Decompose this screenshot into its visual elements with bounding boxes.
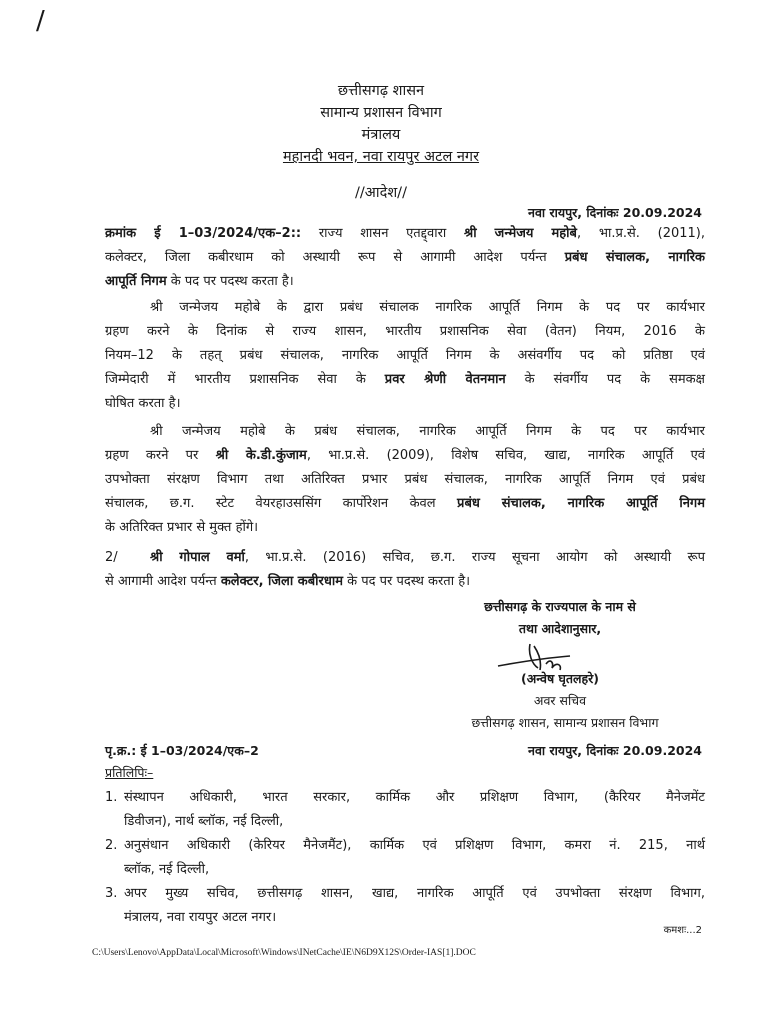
text: के संवर्गीय पद के समकक्ष bbox=[505, 372, 705, 387]
officer-name: श्री के.डी.कुंजाम bbox=[215, 448, 307, 463]
order-title: //आदेश// bbox=[355, 185, 407, 201]
post-name: प्रबंध संचालक, नागरिक bbox=[564, 250, 705, 265]
text: , भा.प्र.से. (2016) सचिव, छ.ग. राज्य सूचना आयोग को अस्थायी रूप bbox=[244, 550, 705, 565]
copy-item-3-line1: अपर मुख्य सचिव, छत्तीसगढ़ शासन, खाद्य, नागरिक आपूर्ति एवं उपभोक्ता संरक्षण विभाग, bbox=[124, 886, 705, 901]
order-ref: क्रमांक ई 1–03/2024/एक–2:: bbox=[105, 226, 302, 241]
copy-item-1-line2: डिवीजन), नार्थ ब्लॉक, नई दिल्ली, bbox=[124, 814, 284, 829]
para1-line3 bbox=[105, 270, 705, 294]
copy-item-2-line2: ब्लॉक, नई दिल्ली, bbox=[124, 862, 210, 877]
para4-line2 bbox=[105, 570, 705, 594]
para3-line1: श्री जन्मेजय महोबे के प्रबंध संचालक, नागरिक आपूर्ति निगम के पद पर कार्यभार bbox=[150, 424, 705, 439]
post-name: प्रबंध संचालक, नागरिक आपूर्ति निगम bbox=[457, 496, 706, 511]
para4-line1 bbox=[150, 546, 705, 570]
text: के पद पर पदस्थ करता है। bbox=[342, 574, 471, 589]
text: , भा.प्र.से. (2009), विशेष सचिव, खाद्य, नागरिक आपूर्ति एवं bbox=[306, 448, 705, 463]
endorsement-date: नवा रायपुर, दिनांकः 20.09.2024 bbox=[528, 743, 702, 758]
para3-line4 bbox=[105, 492, 705, 516]
post-name: कलेक्टर, जिला कबीरधाम bbox=[220, 574, 343, 589]
signatory-designation: अवर सचिव bbox=[533, 693, 587, 708]
text: कलेक्टर, जिला कबीरधाम को अस्थायी रूप से आगामी आदेश पर्यन्त bbox=[105, 250, 565, 265]
para3-line3: उपभोक्ता संरक्षण विभाग तथा अतिरिक्त प्रभार प्रबंध संचालक, नागरिक आपूर्ति निगम एवं प्रबंध bbox=[105, 472, 705, 487]
post-name: आपूर्ति निगम bbox=[105, 274, 167, 289]
by-order-line2: तथा आदेशानुसार, bbox=[518, 621, 602, 636]
pay-scale: प्रवर श्रेणी वेतनमान bbox=[384, 372, 506, 387]
signatory-name: (अन्वेष घृतलहरे) bbox=[521, 671, 599, 686]
text: के पद पर पदस्थ करता है। bbox=[166, 274, 294, 289]
para2-line1: श्री जन्मेजय महोबे के द्वारा प्रबंध संचालक नागरिक आपूर्ति निगम के पद पर कार्यभार bbox=[150, 300, 705, 315]
copy-item-1-line1: संस्थापन अधिकारी, भारत सरकार, कार्मिक और प्रशिक्षण विभाग, (कैरियर मैनेजमेंट bbox=[124, 790, 705, 805]
copy-item-2-line1: अनुसंधान अधिकारी (केरियर मैनेजमैंट), कार्मिक एवं प्रशिक्षण विभाग, कमरा नं. 215, नार्थ bbox=[124, 838, 705, 853]
text: जिम्मेदारी में भारतीय प्रशासनिक सेवा के bbox=[105, 372, 385, 387]
header-government: छत्तीसगढ़ शासन bbox=[337, 83, 425, 99]
signatory-department: छत्तीसगढ़ शासन, सामान्य प्रशासन विभाग bbox=[471, 715, 659, 730]
header-address: महानदी भवन, नवा रायपुर अटल नगर bbox=[282, 149, 480, 165]
endorsement-ref: पृ.क्र.: ई 1–03/2024/एक–2 bbox=[105, 743, 259, 758]
para2-line2: ग्रहण करने के दिनांक से राज्य शासन, भारतीय प्रशासनिक सेवा (वेतन) नियम, 2016 के bbox=[105, 324, 705, 339]
copy-item-number: 3. bbox=[105, 886, 118, 901]
text: संचालक, छ.ग. स्टेट वेयरहाउससिंग कार्पोरेशन केवल bbox=[105, 496, 458, 511]
para1-line2 bbox=[105, 246, 705, 270]
text: ग्रहण करने पर bbox=[105, 448, 216, 463]
pen-mark: / bbox=[36, 6, 45, 36]
file-path-footer: C:\Users\Lenovo\AppData\Local\Microsoft\Windows\INetCache\IE\N6D9X12S\Order-IAS[1].DOC bbox=[92, 948, 476, 958]
copy-item-3-line2: मंत्रालय, नवा रायपुर अटल नगर। bbox=[124, 910, 277, 925]
para1-line1 bbox=[105, 222, 705, 246]
para3-line2 bbox=[105, 444, 705, 468]
by-order-line1: छत्तीसगढ़ के राज्यपाल के नाम से bbox=[484, 599, 636, 614]
text: राज्य शासन एतद्द्वारा bbox=[301, 226, 464, 241]
text: से आगामी आदेश पर्यन्त bbox=[105, 574, 221, 589]
officer-name: श्री जन्मेजय महोबे bbox=[464, 226, 577, 241]
text: , भा.प्र.से. (2011), bbox=[576, 226, 705, 241]
para2-line3: नियम–12 के तहत् प्रबंध संचालक, नागरिक आपूर्ति निगम के असंवर्गीय पद को प्रतिष्ठा एवं bbox=[105, 348, 705, 363]
para3-line5: के अतिरिक्त प्रभार से मुक्त होंगे। bbox=[105, 520, 259, 535]
para2-line4 bbox=[105, 368, 705, 392]
header-department: सामान्य प्रशासन विभाग bbox=[320, 105, 442, 121]
copy-label: प्रतिलिपिः– bbox=[105, 765, 154, 780]
para4-number: 2/ bbox=[105, 550, 118, 565]
para2-line5: घोषित करता है। bbox=[105, 396, 181, 411]
place-date: नवा रायपुर, दिनांकः 20.09.2024 bbox=[528, 205, 702, 220]
copy-item-number: 2. bbox=[105, 838, 118, 853]
continued-marker: कमशः...2 bbox=[663, 925, 702, 936]
header-ministry: मंत्रालय bbox=[361, 127, 401, 143]
copy-item-number: 1. bbox=[105, 790, 118, 805]
officer-name: श्री गोपाल वर्मा bbox=[150, 550, 245, 565]
